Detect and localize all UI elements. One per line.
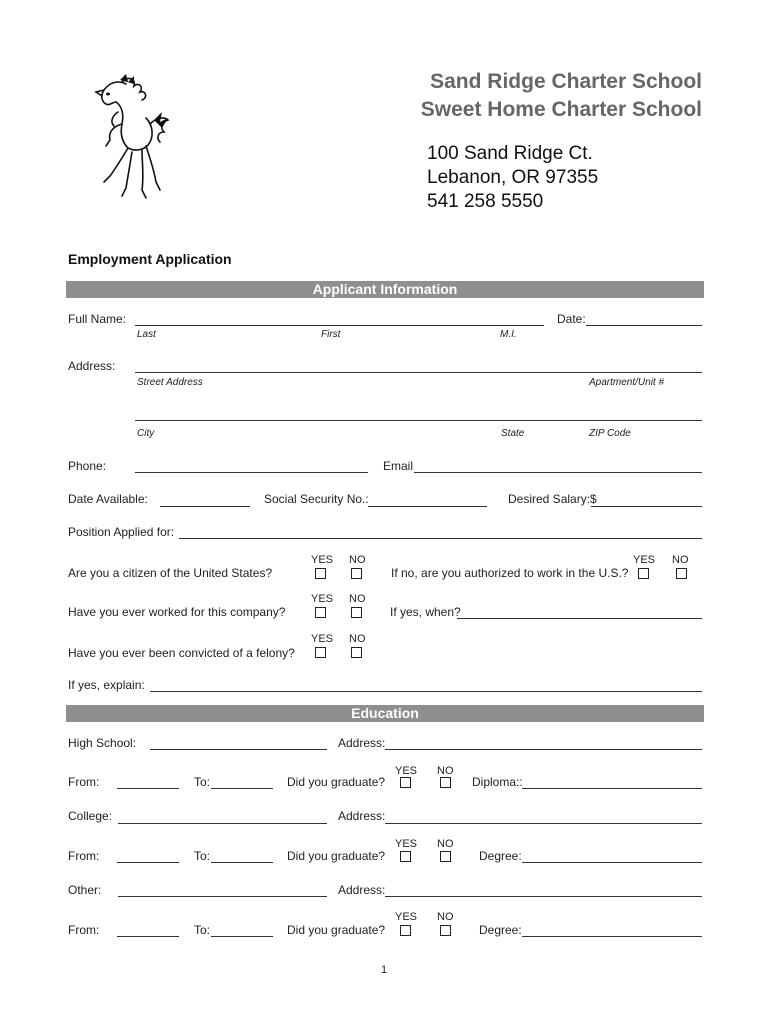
other-degree-label: Degree: xyxy=(479,923,522,937)
other-graduate-yes-label: YES xyxy=(395,911,418,923)
phone-field[interactable] xyxy=(135,472,368,473)
ssn-field[interactable] xyxy=(368,506,487,507)
date-field[interactable] xyxy=(586,325,702,326)
desired-salary-label: Desired Salary:$ xyxy=(508,492,597,506)
other-to-field[interactable] xyxy=(211,936,273,937)
college-from-label: From: xyxy=(68,849,100,863)
city-state-zip-field[interactable] xyxy=(135,420,702,421)
worked-no-label: NO xyxy=(349,593,366,605)
position-field[interactable] xyxy=(179,538,702,539)
high-school-address-field[interactable] xyxy=(385,749,702,750)
other-graduate-no-label: NO xyxy=(437,911,454,923)
date-available-label: Date Available: xyxy=(68,492,148,506)
explain-field[interactable] xyxy=(150,691,702,692)
worked-yes-label: YES xyxy=(311,593,334,605)
authorized-yes-label: YES xyxy=(633,554,656,566)
felony-no-checkbox[interactable] xyxy=(351,647,362,658)
worked-question: Have you ever worked for this company? xyxy=(68,605,286,619)
college-degree-label: Degree: xyxy=(479,849,522,863)
high-school-label: High School: xyxy=(68,736,137,750)
diploma-field[interactable] xyxy=(522,788,702,789)
date-available-field[interactable] xyxy=(160,506,250,507)
email-field[interactable] xyxy=(414,472,702,473)
college-graduate-yes-label: YES xyxy=(395,838,418,850)
mi-caption: M.I. xyxy=(500,329,517,340)
college-field[interactable] xyxy=(118,823,327,824)
citizen-question: Are you a citizen of the United States? xyxy=(68,566,273,580)
position-label: Position Applied for: xyxy=(68,525,175,539)
street-address-field[interactable] xyxy=(135,372,702,373)
school-name-2: Sweet Home Charter School xyxy=(420,98,702,121)
hs-graduate-question: Did you graduate? xyxy=(287,775,386,789)
college-address-label: Address: xyxy=(338,809,386,823)
felony-yes-checkbox[interactable] xyxy=(315,647,326,658)
worked-yes-checkbox[interactable] xyxy=(315,607,326,618)
citizen-yes-label: YES xyxy=(311,554,334,566)
school-address-line2: Lebanon, OR 97355 xyxy=(427,167,599,188)
explain-label: If yes, explain: xyxy=(68,678,145,692)
felony-question: Have you ever been convicted of a felony? xyxy=(68,646,295,660)
zip-caption: ZIP Code xyxy=(589,428,631,439)
first-caption: First xyxy=(321,329,341,340)
felony-yes-label: YES xyxy=(311,633,334,645)
college-graduate-no-label: NO xyxy=(437,838,454,850)
college-label: College: xyxy=(68,809,113,823)
street-address-caption: Street Address xyxy=(137,377,203,388)
section-header-education: Education xyxy=(66,705,704,722)
page-number: 1 xyxy=(381,964,388,976)
hs-graduate-no-label: NO xyxy=(437,765,454,777)
college-to-label: To: xyxy=(194,849,211,863)
hs-to-field[interactable] xyxy=(211,788,273,789)
school-address-line1: 100 Sand Ridge Ct. xyxy=(427,143,593,164)
other-address-field[interactable] xyxy=(385,896,702,897)
citizen-no-label: NO xyxy=(349,554,366,566)
last-caption: Last xyxy=(137,329,156,340)
college-graduate-yes-checkbox[interactable] xyxy=(400,851,411,862)
hs-graduate-no-checkbox[interactable] xyxy=(440,777,451,788)
authorized-yes-checkbox[interactable] xyxy=(638,568,649,579)
high-school-field[interactable] xyxy=(150,749,327,750)
worked-no-checkbox[interactable] xyxy=(351,607,362,618)
when-field[interactable] xyxy=(457,618,702,619)
citizen-no-checkbox[interactable] xyxy=(351,568,362,579)
college-from-field[interactable] xyxy=(117,862,179,863)
city-caption: City xyxy=(137,428,155,439)
other-field[interactable] xyxy=(118,896,327,897)
college-degree-field[interactable] xyxy=(522,862,702,863)
felony-no-label: NO xyxy=(349,633,366,645)
diploma-label: Diploma:: xyxy=(472,775,523,789)
other-label: Other: xyxy=(68,883,102,897)
authorized-question: If no, are you authorized to work in the U.S.? xyxy=(391,566,629,580)
date-label: Date: xyxy=(557,312,586,326)
hs-from-label: From: xyxy=(68,775,100,789)
college-graduate-question: Did you graduate? xyxy=(287,849,386,863)
college-graduate-no-checkbox[interactable] xyxy=(440,851,451,862)
other-graduate-yes-checkbox[interactable] xyxy=(400,925,411,936)
when-label: If yes, when? xyxy=(390,605,461,619)
college-to-field[interactable] xyxy=(211,862,273,863)
email-label: Email xyxy=(383,459,414,473)
full-name-field[interactable] xyxy=(135,325,544,326)
other-from-field[interactable] xyxy=(117,936,179,937)
other-from-label: From: xyxy=(68,923,100,937)
authorized-no-label: NO xyxy=(672,554,689,566)
authorized-no-checkbox[interactable] xyxy=(676,568,687,579)
school-name-1: Sand Ridge Charter School xyxy=(430,70,702,93)
school-phone: 541 258 5550 xyxy=(427,191,544,212)
hs-graduate-yes-checkbox[interactable] xyxy=(400,777,411,788)
hs-graduate-yes-label: YES xyxy=(395,765,418,777)
hs-from-field[interactable] xyxy=(117,788,179,789)
hs-to-label: To: xyxy=(194,775,211,789)
state-caption: State xyxy=(501,428,525,439)
ssn-label: Social Security No.: xyxy=(264,492,369,506)
other-graduate-question: Did you graduate? xyxy=(287,923,386,937)
desired-salary-field[interactable] xyxy=(591,506,702,507)
citizen-yes-checkbox[interactable] xyxy=(315,568,326,579)
other-address-label: Address: xyxy=(338,883,386,897)
high-school-address-label: Address: xyxy=(338,736,386,750)
other-degree-field[interactable] xyxy=(522,936,702,937)
other-graduate-no-checkbox[interactable] xyxy=(440,925,451,936)
address-label: Address: xyxy=(68,359,116,373)
full-name-label: Full Name: xyxy=(68,312,127,326)
phone-label: Phone: xyxy=(68,459,107,473)
other-to-label: To: xyxy=(194,923,211,937)
college-address-field[interactable] xyxy=(385,823,702,824)
form-title: Employment Application xyxy=(68,251,232,267)
apartment-caption: Apartment/Unit # xyxy=(589,377,665,388)
school-logo xyxy=(92,72,172,212)
section-header-applicant: Applicant Information xyxy=(66,281,704,298)
